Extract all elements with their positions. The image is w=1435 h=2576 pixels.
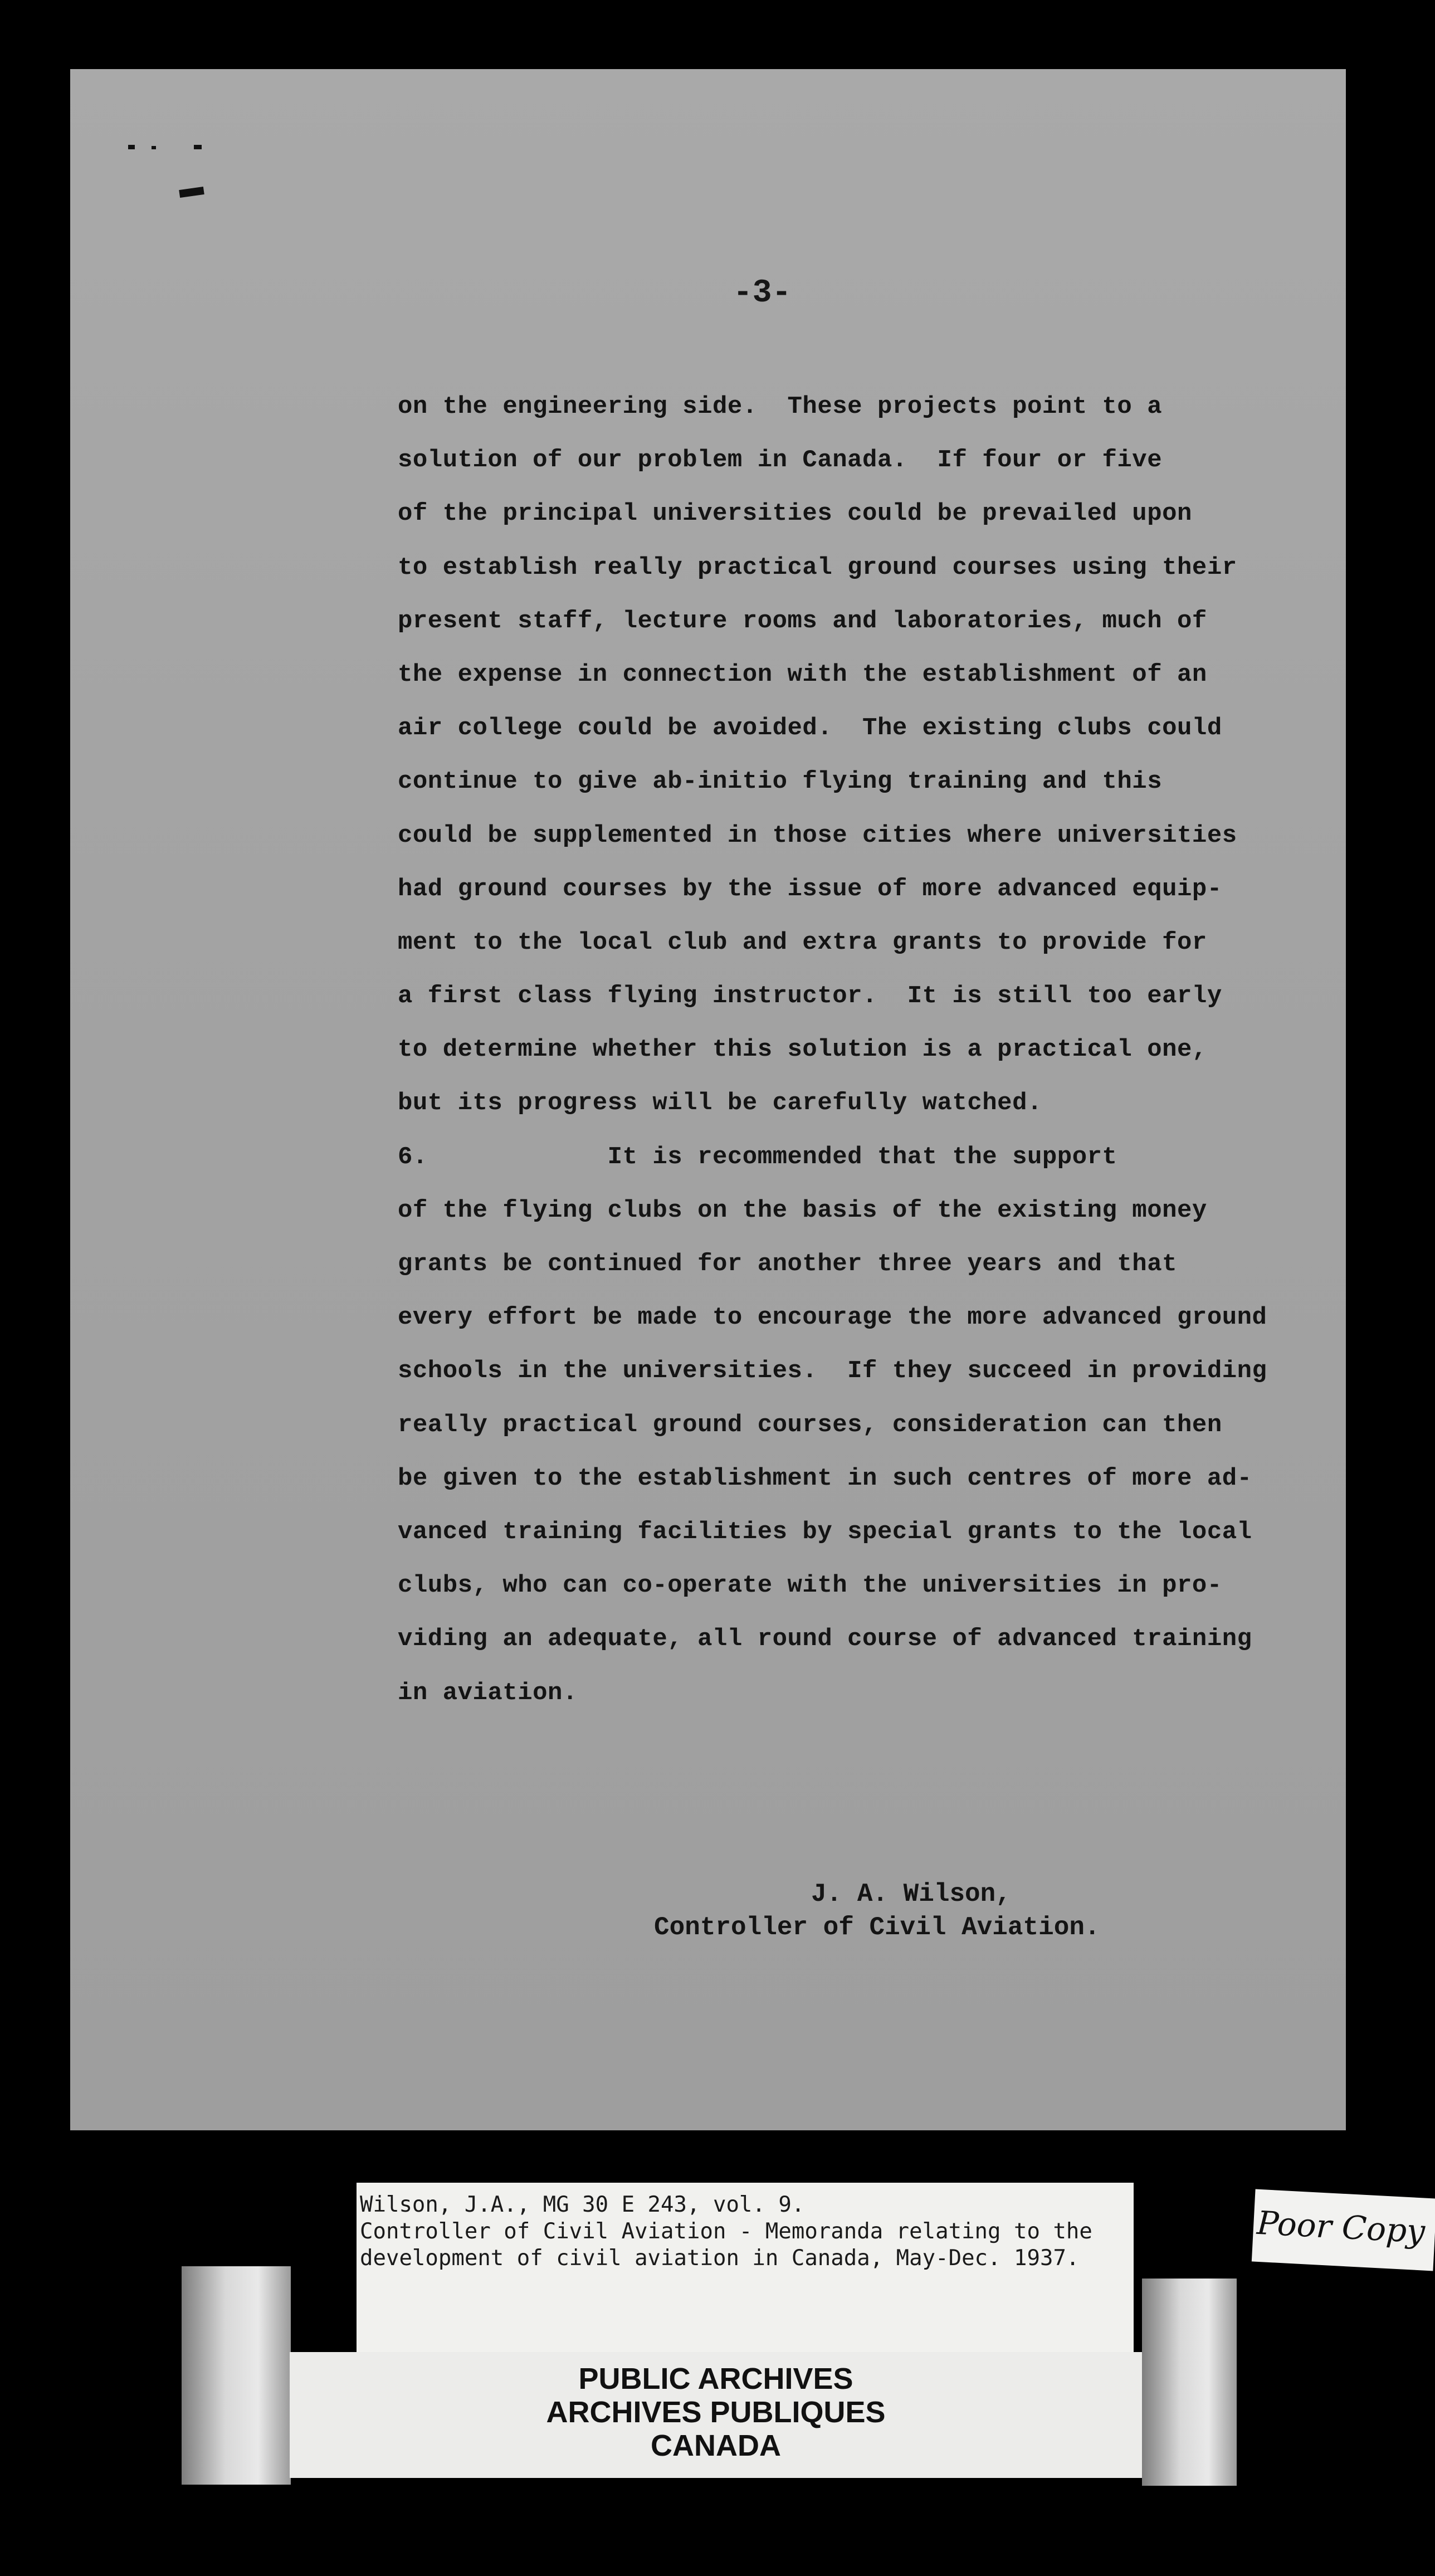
body-line: of the flying clubs on the basis of the existing money bbox=[398, 1196, 1207, 1224]
body-line: of the principal universities could be prevailed upon bbox=[398, 500, 1192, 528]
body-line: had ground courses by the issue of more advanced equip- bbox=[398, 875, 1222, 903]
handwritten-note: Poor Copy bbox=[1256, 2203, 1426, 2251]
body-line: vanced training facilities by special grants to the local bbox=[398, 1518, 1252, 1546]
page-number: -3- bbox=[733, 275, 792, 311]
body-line: to determine whether this solution is a practical one, bbox=[398, 1036, 1207, 1064]
body-line: on the engineering side. These projects point to a bbox=[398, 393, 1163, 421]
archive-label-line: Controller of Civil Aviation - Memoranda relating to the bbox=[360, 2219, 1092, 2244]
body-line: schools in the universities. If they succeed in providing bbox=[398, 1357, 1267, 1385]
archive-stamp-line: PUBLIC ARCHIVES bbox=[578, 2362, 853, 2396]
body-line: solution of our problem in Canada. If four or five bbox=[398, 446, 1163, 475]
body-line: a first class flying instructor. It is still too early bbox=[398, 982, 1222, 1011]
signature-title: Controller of Civil Aviation. bbox=[654, 1913, 1100, 1942]
signature-name: J. A. Wilson, bbox=[811, 1880, 1011, 1909]
body-line: the expense in connection with the establishment of an bbox=[398, 660, 1207, 689]
body-line: continue to give ab-initio flying training and this bbox=[398, 768, 1163, 796]
body-line: ment to the local club and extra grants to provide for bbox=[398, 928, 1207, 957]
body-line: be given to the establishment in such centres of more ad- bbox=[398, 1464, 1252, 1492]
archive-label-text bbox=[360, 2192, 1092, 2272]
page-speck bbox=[179, 187, 204, 198]
page-speck bbox=[194, 145, 202, 149]
body-line: grants be continued for another three years and that bbox=[398, 1250, 1178, 1278]
archive-label-card bbox=[357, 2183, 1134, 2354]
body-line: but its progress will be carefully watched. bbox=[398, 1089, 1042, 1118]
page-speck bbox=[152, 146, 156, 149]
archive-stamp bbox=[290, 2352, 1142, 2478]
body-line: present staff, lecture rooms and laboratories, much of bbox=[398, 607, 1207, 635]
body-line: really practical ground courses, consideration can then bbox=[398, 1411, 1222, 1439]
body-line: 6. It is recommended that the support bbox=[398, 1143, 1117, 1171]
handwritten-note-card bbox=[1252, 2189, 1435, 2271]
body-line: to establish really practical ground courses using their bbox=[398, 553, 1237, 582]
body-line: in aviation. bbox=[398, 1679, 578, 1707]
archive-label-line: Wilson, J.A., MG 30 E 243, vol. 9. bbox=[360, 2192, 805, 2217]
body-line: air college could be avoided. The existing clubs could bbox=[398, 714, 1222, 743]
mount-block-right bbox=[1142, 2279, 1237, 2486]
archive-label-line: development of civil aviation in Canada, May-Dec. 1937. bbox=[360, 2246, 1080, 2271]
body-line: clubs, who can co-operate with the universities in pro- bbox=[398, 1572, 1222, 1600]
body-line: every effort be made to encourage the more advanced ground bbox=[398, 1304, 1267, 1332]
archive-stamp-text bbox=[290, 2362, 1142, 2462]
body-text bbox=[398, 380, 1345, 1720]
archive-stamp-line: ARCHIVES PUBLIQUES bbox=[546, 2396, 886, 2429]
body-line: viding an adequate, all round course of advanced training bbox=[398, 1625, 1252, 1653]
document-page bbox=[70, 69, 1346, 2130]
mount-block-left bbox=[182, 2266, 291, 2485]
body-line: could be supplemented in those cities where universities bbox=[398, 821, 1237, 850]
page-speck bbox=[128, 145, 135, 149]
archive-stamp-line: CANADA bbox=[651, 2429, 781, 2462]
